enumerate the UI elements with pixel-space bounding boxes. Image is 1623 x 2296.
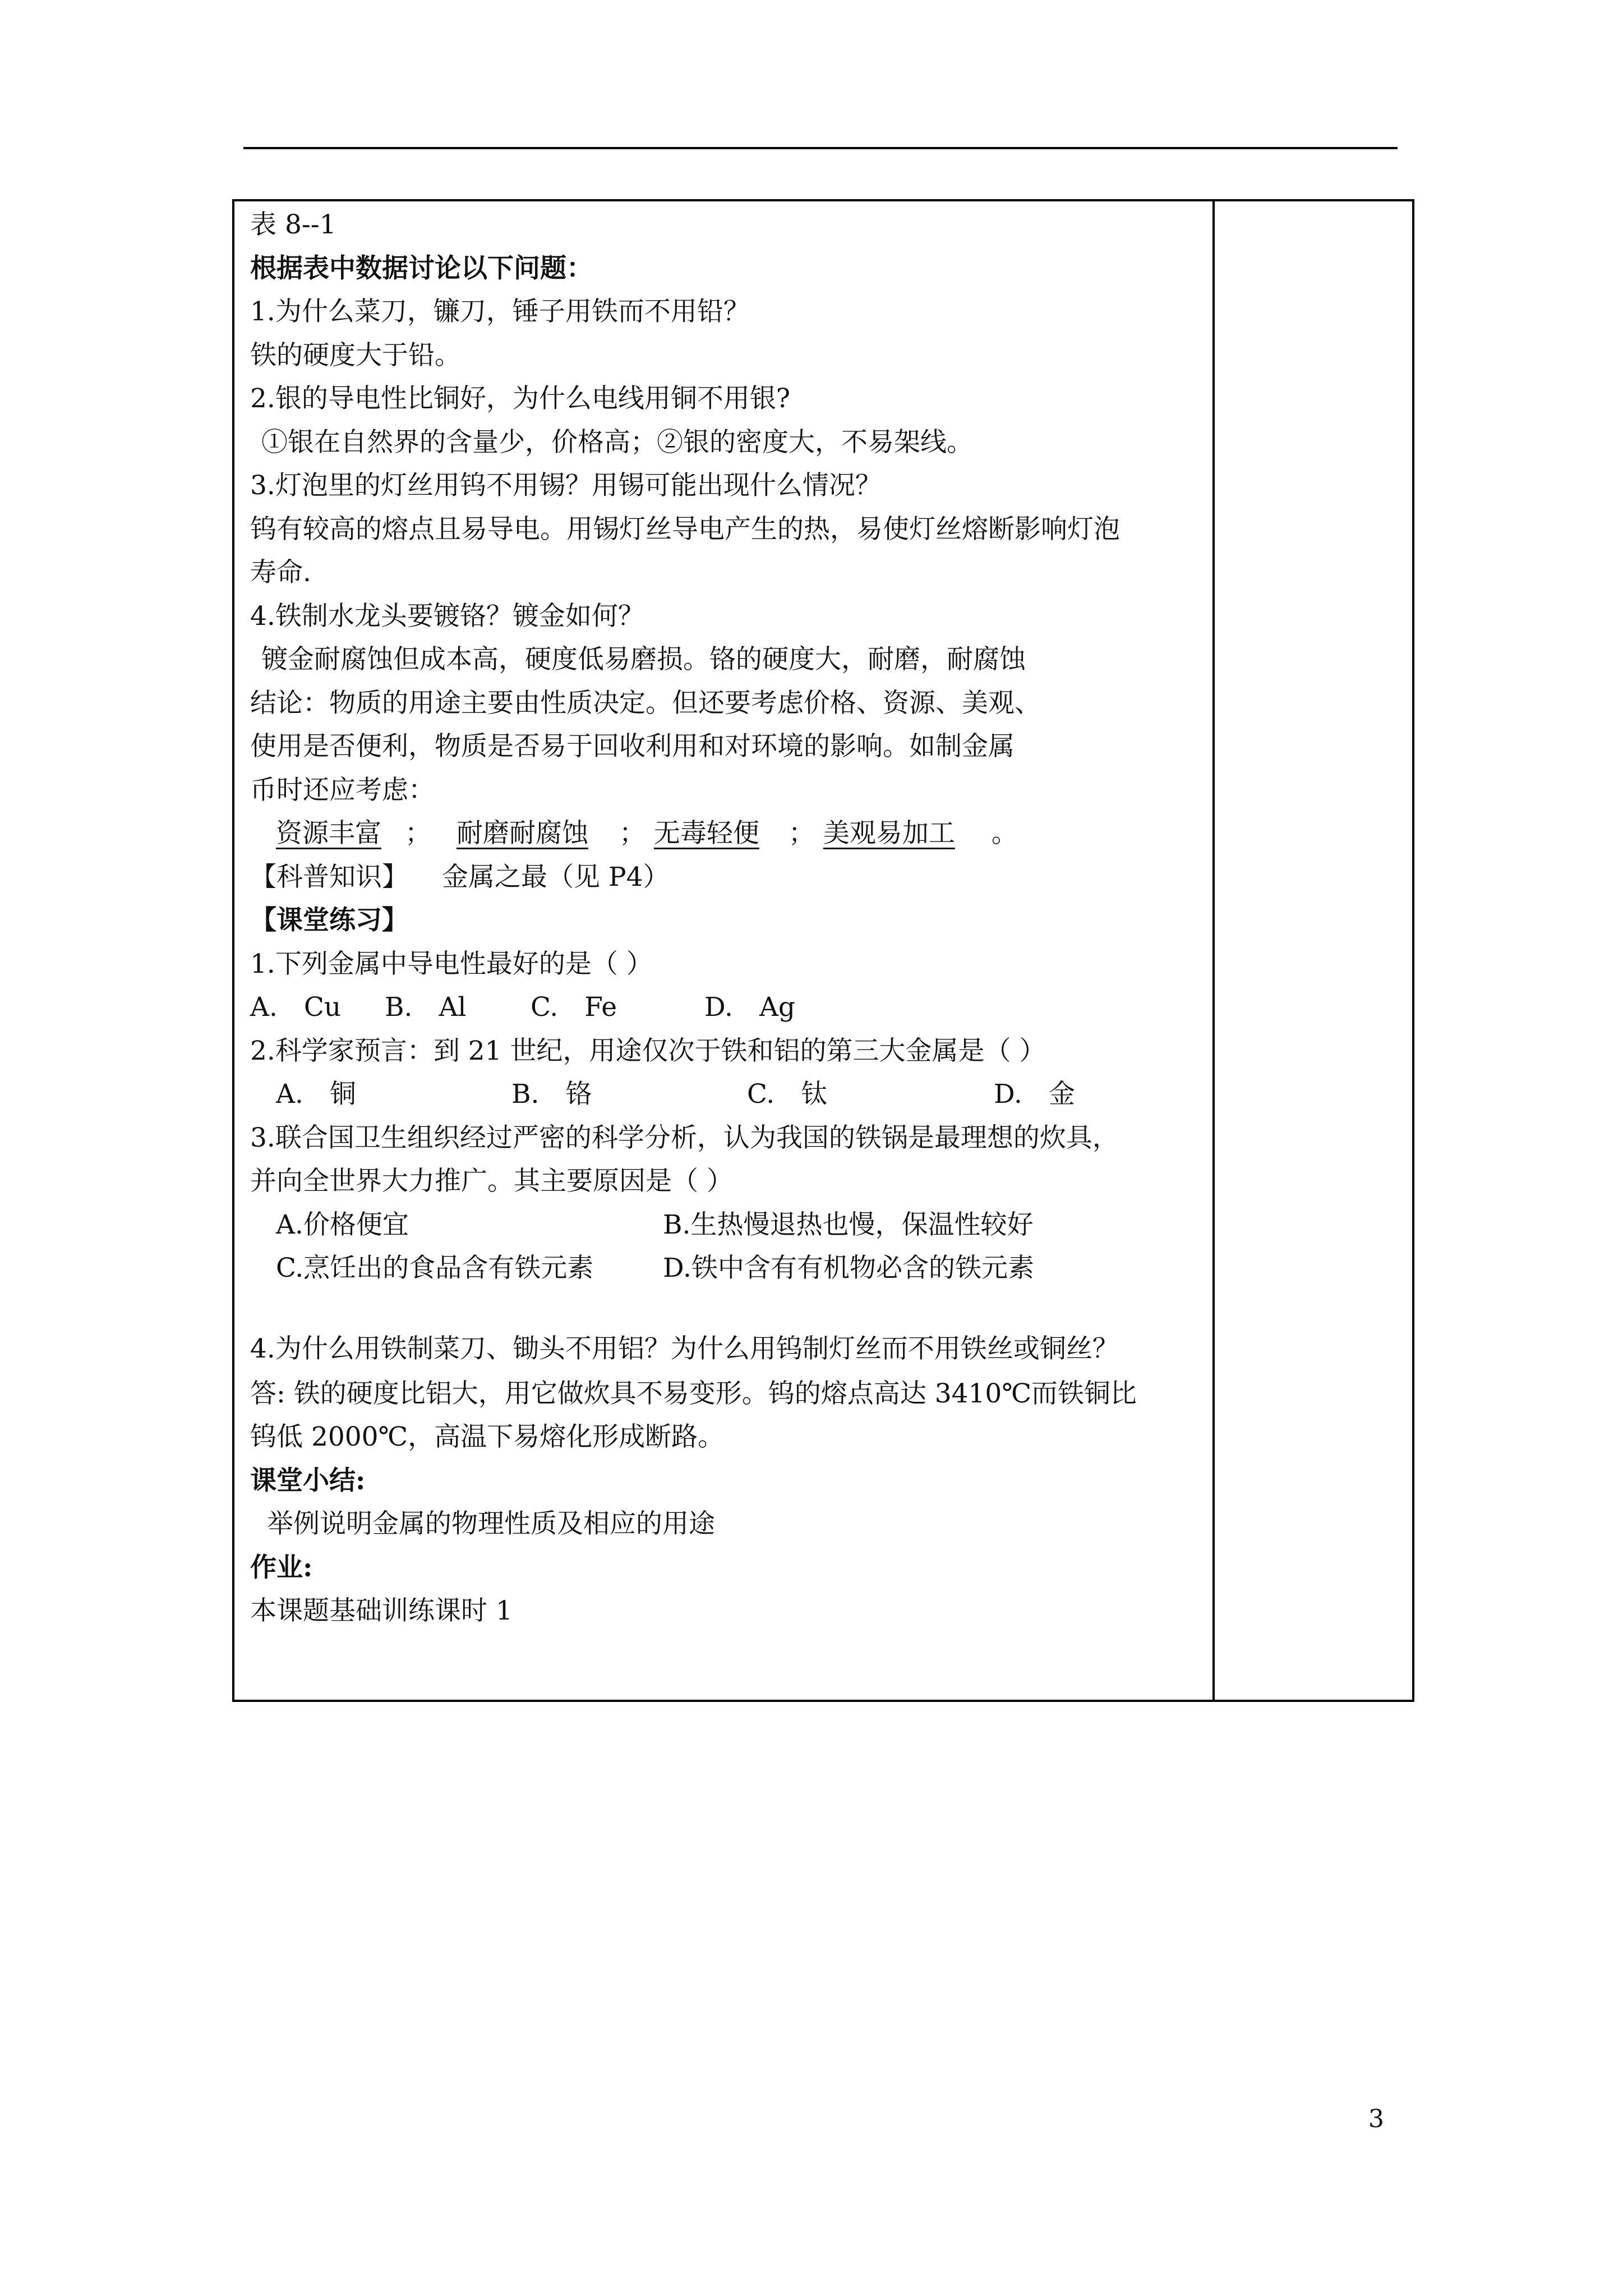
blank-separator: ；	[788, 818, 815, 849]
option: A. 铜	[276, 1079, 356, 1110]
homework-heading: 作业:	[250, 1552, 313, 1583]
blank-answer: 无毒轻便	[653, 818, 759, 849]
option: D.铁中含有有机物必含的铁元素	[663, 1253, 1034, 1283]
practice-heading: 【课堂练习】	[250, 905, 408, 936]
conclusion-line-2: 使用是否便利，物质是否易于回收利用和对环境的影响。如制金属	[250, 731, 1015, 762]
homework-text: 本课题基础训练课时 1	[250, 1595, 513, 1626]
option: D. Ag	[704, 992, 795, 1023]
practice-3-options-row-2	[250, 1246, 1204, 1290]
blank-separator: ；	[405, 818, 431, 849]
practice-question-1: 1.下列金属中导电性最好的是（ ）	[250, 948, 653, 979]
question-1: 1.为什么菜刀，镰刀，锤子用铁而不用铅？	[250, 296, 750, 327]
answer-1: 铁的硬度大于铅。	[250, 339, 461, 371]
option: A.价格便宜	[276, 1209, 409, 1240]
question-4: 4.铁制水龙头要镀铬？镀金如何？	[250, 600, 644, 632]
header-rule	[243, 147, 1398, 149]
option: B.生热慢退热也慢，保温性较好	[663, 1209, 1034, 1240]
answer-2: ①银在自然界的含量少，价格高；②银的密度大，不易架线。	[261, 426, 973, 458]
option: B. Al	[385, 992, 467, 1023]
option: B. 铬	[511, 1079, 592, 1110]
fill-in-blanks	[250, 812, 1204, 855]
practice-question-4: 4.为什么用铁制菜刀、锄头不用铝？为什么用钨制灯丝而不用铁丝或铜丝？	[250, 1333, 1119, 1364]
option: D. 金	[994, 1079, 1075, 1110]
answer-4: 镀金耐腐蚀但成本高，硬度低易磨损。铬的硬度大，耐磨，耐腐蚀	[261, 644, 1026, 675]
option: C.烹饪出的食品含有铁元素	[276, 1253, 594, 1283]
practice-2-options	[250, 1073, 1204, 1116]
blank-answer: 资源丰富	[276, 818, 381, 849]
science-label: 【科普知识】	[250, 861, 408, 892]
blank-separator: ；	[619, 818, 645, 849]
blank-answer: 耐磨耐腐蚀	[456, 818, 588, 849]
blank-answer: 美观易加工	[823, 818, 955, 849]
conclusion-line-1: 结论：物质的用途主要由性质决定。但还要考虑价格、资源、美观、	[250, 687, 1041, 719]
practice-4-answer-line-1: 答: 铁的硬度比铝大，用它做炊具不易变形。钨的熔点高达 3410℃而铁铜比	[250, 1378, 1137, 1409]
practice-1-options	[250, 986, 1204, 1029]
practice-4-answer-line-2: 钨低 2000℃，高温下易熔化形成断路。	[250, 1421, 725, 1452]
option: C. Fe	[531, 992, 617, 1023]
practice-3-options-row-1	[250, 1203, 1204, 1247]
page-number: 3	[1368, 2105, 1384, 2133]
table-caption: 表 8--1	[250, 209, 336, 240]
conclusion-line-3: 币时还应考虑：	[250, 774, 435, 806]
practice-question-3-line-1: 3.联合国卫生组织经过严密的科学分析，认为我国的铁锅是最理想的炊具，	[250, 1122, 1119, 1153]
lesson-content	[250, 203, 1204, 1633]
option: A. Cu	[250, 992, 342, 1023]
answer-3-line-2: 寿命.	[250, 557, 311, 588]
science-text: 金属之最（见 P4）	[442, 861, 670, 892]
science-knowledge	[250, 855, 1204, 899]
discussion-heading: 根据表中数据讨论以下问题：	[250, 252, 593, 284]
table-column-divider	[1212, 199, 1215, 1702]
summary-text: 举例说明金属的物理性质及相应的用途	[267, 1508, 715, 1539]
question-3: 3.灯泡里的灯丝用钨不用锡？用锡可能出现什么情况？	[250, 470, 882, 501]
blank-end: 。	[991, 818, 1018, 849]
practice-question-2: 2.科学家预言：到 21 世纪，用途仅次于铁和铝的第三大金属是（ ）	[250, 1035, 1046, 1066]
summary-heading: 课堂小结:	[250, 1465, 366, 1496]
option: C. 钛	[747, 1079, 828, 1110]
practice-question-3-line-2: 并向全世界大力推广。其主要原因是（ ）	[250, 1166, 733, 1197]
question-2: 2.银的导电性比铜好，为什么电线用铜不用银?	[250, 383, 791, 414]
answer-3-line-1: 钨有较高的熔点且易导电。用锡灯丝导电产生的热，易使灯丝熔断影响灯泡	[250, 513, 1120, 545]
